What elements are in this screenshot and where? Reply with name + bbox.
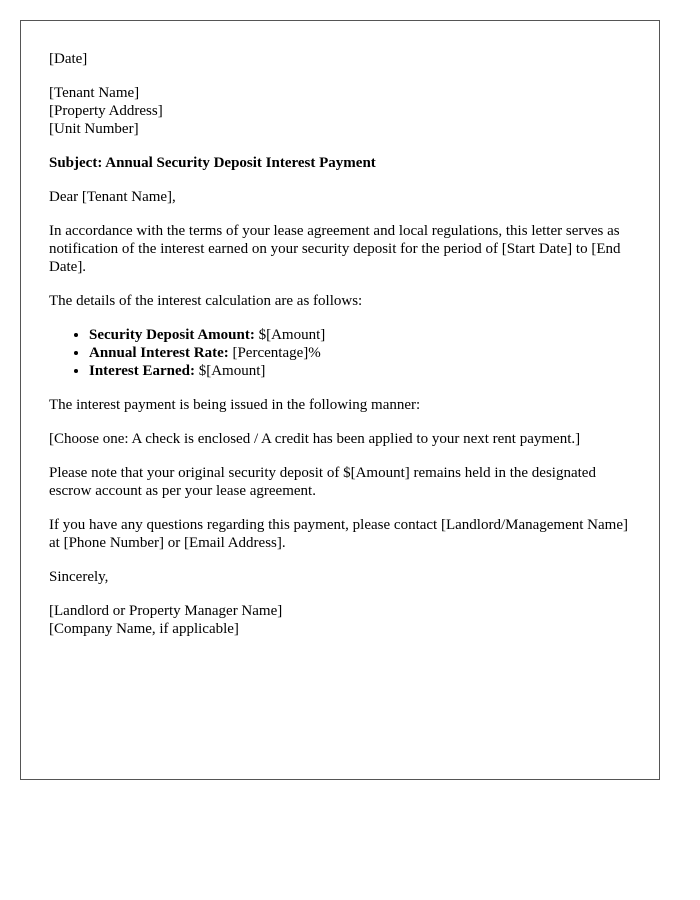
- date: [Date]: [49, 51, 88, 67]
- payment-manner-paragraph: The interest payment is being issued in the following manner:: [49, 397, 421, 413]
- detail-value: $[Amount]: [194, 363, 266, 379]
- company-name: [Company Name, if applicable]: [49, 621, 239, 637]
- list-item: [89, 326, 631, 344]
- unit-number: [Unit Number]: [49, 121, 139, 137]
- intro-paragraph: In accordance with the terms of your lease agreement and local regulations, this letter serves as notification of the interest earned on your security deposit for the period of [Start Date] to [End Date].: [49, 223, 621, 275]
- date-line: [49, 50, 631, 68]
- contact-paragraph: If you have any questions regarding this payment, please contact [Landlord/Management Name] at [Phone Number] or [Email Address].: [49, 517, 628, 551]
- recipient-block: [49, 84, 631, 138]
- detail-value: $[Amount]: [254, 327, 326, 343]
- subject-line: Subject: Annual Security Deposit Interest Payment: [49, 155, 376, 171]
- detail-label: Security Deposit Amount:: [89, 327, 255, 343]
- tenant-name: [Tenant Name]: [49, 85, 140, 101]
- property-address: [Property Address]: [49, 103, 163, 119]
- signature-block: [49, 602, 631, 638]
- letter-page: [20, 20, 660, 780]
- interest-details-list: [49, 326, 631, 380]
- salutation: Dear [Tenant Name],: [49, 189, 176, 205]
- list-item: [89, 362, 631, 380]
- closing: Sincerely,: [49, 569, 109, 585]
- details-intro: The details of the interest calculation are as follows:: [49, 293, 363, 309]
- deposit-note-paragraph: Please note that your original security deposit of $[Amount] remains held in the designated escrow account as per your lease agreement.: [49, 465, 596, 499]
- detail-value: [Percentage]%: [228, 345, 321, 361]
- signer-name: [Landlord or Property Manager Name]: [49, 603, 283, 619]
- list-item: [89, 344, 631, 362]
- detail-label: Interest Earned:: [89, 363, 195, 379]
- payment-option-paragraph: [Choose one: A check is enclosed / A credit has been applied to your next rent payment.]: [49, 431, 581, 447]
- detail-label: Annual Interest Rate:: [89, 345, 229, 361]
